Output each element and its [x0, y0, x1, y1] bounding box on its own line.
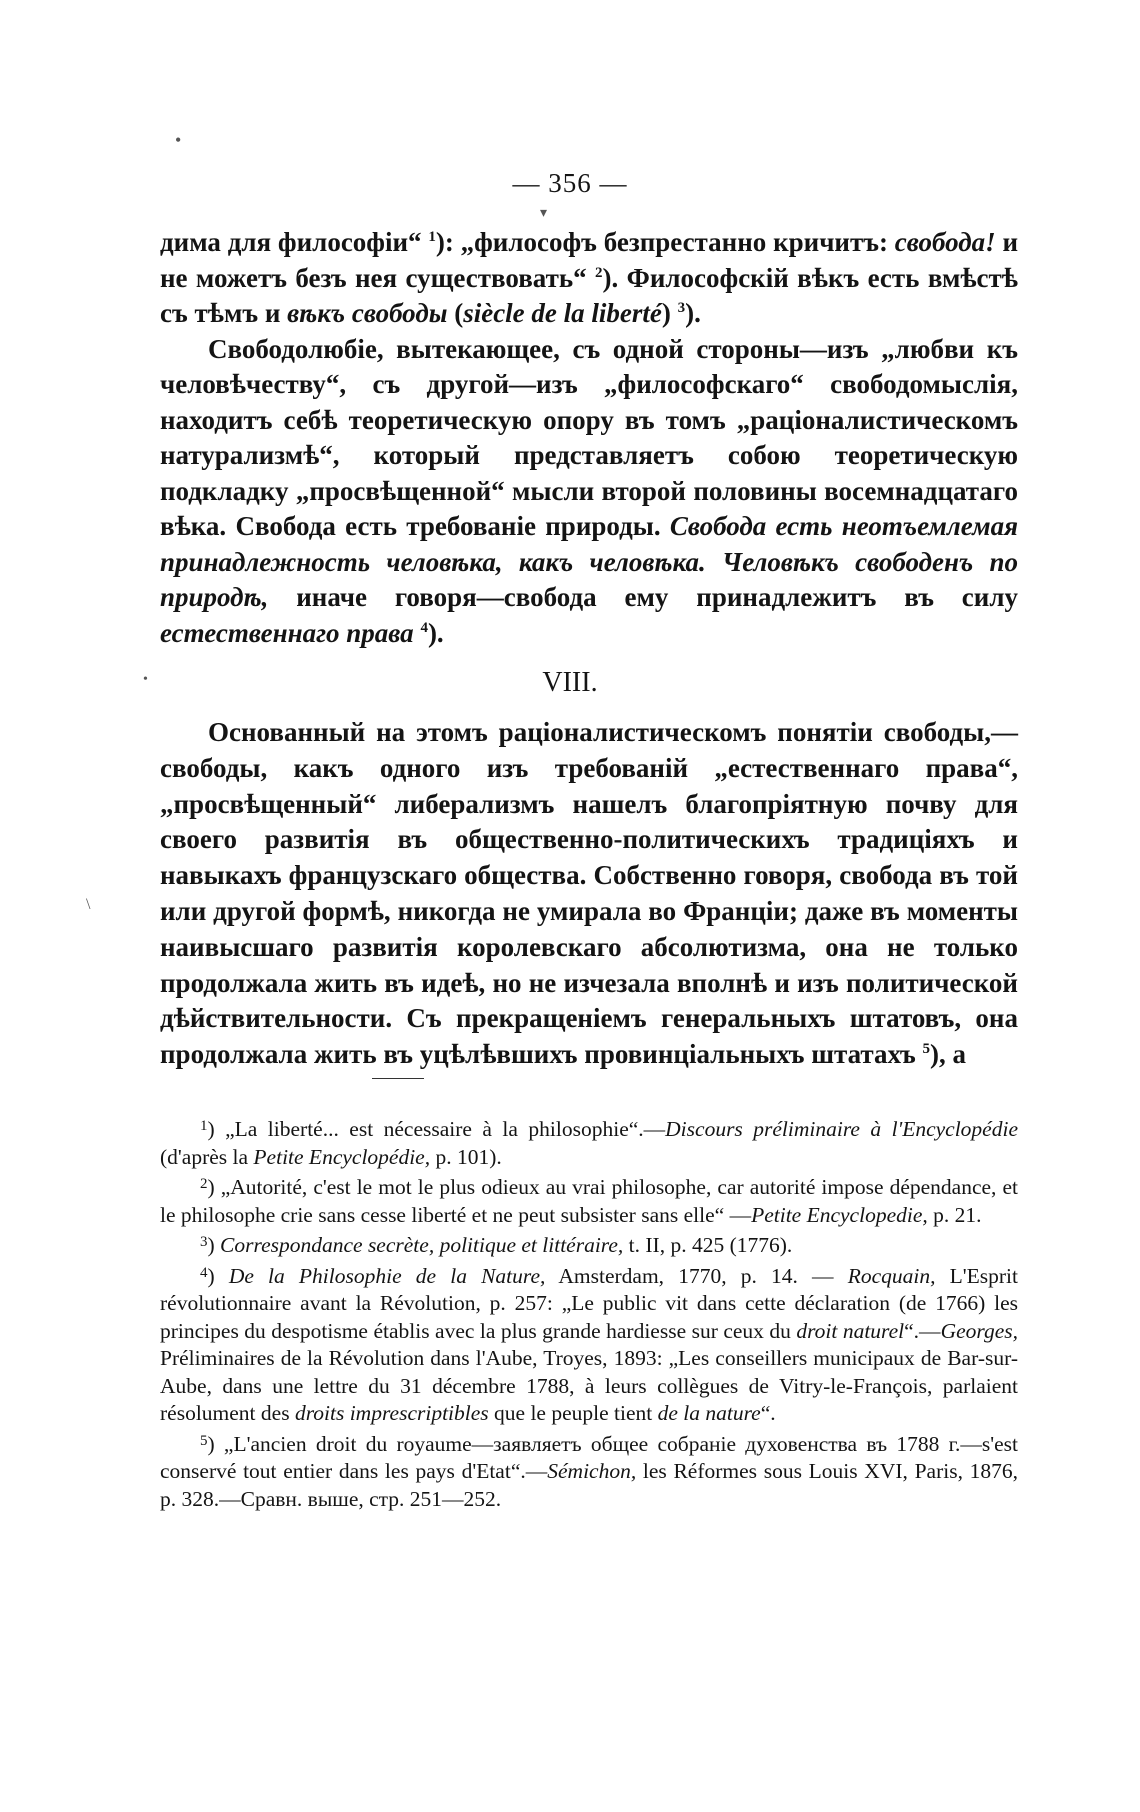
footnote-1: $^1$) „La liberté... est nécessaire à la philosophie“.—Discours préliminaire à l'Encyclopédie (d'après la Petite Encyclopédie, p. 101). — [160, 1117, 1018, 1169]
footnote-5: $^5$) „L'ancien droit du royaume—заявляетъ общее собраніе духовенства въ 1788 г.—s'est conservé tout entier dans les pays d'Etat“.—Sémichon, les Réformes sous Louis XVI, Paris, 1876, p. 328.—Сравн. выше, стр. 251—252. — [160, 1431, 1018, 1511]
footnote-3: $^3$) Correspondance secrète, politique et littéraire, t. II, p. 425 (1776). — [200, 1233, 793, 1257]
footnote-ref[interactable]: 5 — [922, 1041, 930, 1058]
footnotes — [160, 1113, 1018, 1513]
footnote-ref[interactable]: 3 — [677, 300, 686, 316]
footnote-ref[interactable]: 1 — [428, 229, 436, 245]
footnote-2: $^2$) „Autorité, c'est le mot le plus odieux au vrai philosophe, car autorité impose dépendance, et le philosophe crie sans cesse liberté et ne peut subsister sans elle“ —Petite Encyclopedie, p. 21. — [160, 1175, 1018, 1227]
scan-speck: ▾ — [540, 206, 548, 221]
paragraph: Основанный на этомъ раціоналистическомъ понятіи свободы,—свободы, какъ одного изъ требованій „естественнаго права“, „просвѣщенный“ либерализмъ нашелъ благопріятную почву для своего развитія въ общественно-политическихъ традиціяхъ и навыкахъ французскаго общества. Собственно говоря, свобода въ той или другой формѣ, никогда не умирала во Франціи; даже въ моменты наивысшаго развитія королевскаго абсолютизма, она не только продолжала жить въ идеѣ, но не изчезала вполнѣ и изъ политической дѣйствительности. Съ прекращеніемъ генеральныхъ штатовъ, она продолжала жить въ уцѣлѣвшихъ провинціальныхъ штатахъ $^5$), а — [160, 717, 1018, 1070]
paragraph: дима для философіи“ $^1$): „философъ безпрестанно кричитъ: свобода! и не можетъ безъ нея существовать“ $^2$). Философскій вѣкъ есть вмѣстѣ съ тѣмъ и вѣкъ свободы (siècle de la liberté) $^3$). — [160, 227, 1018, 328]
footnote-ref[interactable]: 4 — [420, 619, 428, 636]
scan-speck: • — [175, 130, 182, 150]
body-text-section — [160, 715, 1018, 1073]
body-text-top — [160, 225, 1018, 651]
scan-speck: \ — [86, 896, 91, 913]
section-heading: VIII. — [542, 667, 598, 698]
paragraph: Свободолюбіе, вытекающее, съ одной стороны—изъ „любви къ человѣчеству“, съ другой—изъ „философскаго“ свободомыслія, находитъ себѣ теоретическую опору въ томъ „раціоналистическомъ натурализмѣ“, который представляетъ собою теоретическую подкладку „просвѣщенной“ мысли второй половины восемнадцатаго вѣка. Свобода есть требованіе природы. Свобода есть неотъемлемая принадлежность человѣка, какъ человѣка. Человѣкъ свободенъ по природѣ, иначе говоря—свобода ему принадлежитъ въ силу естественнаго права $^4$). — [160, 333, 1018, 648]
footnote-divider — [372, 1078, 424, 1079]
footnote-4: $^4$) De la Philosophie de la Nature, Amsterdam, 1770, p. 14. — Rocquain, L'Esprit révolutionnaire avant la Révolution, p. 257: „Le public vit dans cette déclaration (de 1766) les principes du despotisme établis avec la plus grande hardiesse sur ceux du droit naturel“.—Georges, Préliminaires de la Révolution dans l'Aube, Troyes, 1893: „Les conseillers municipaux de Bar-sur-Aube, dans une lettre du 31 décembre 1788, à leurs collègues de Vitry-le-François, parlaient résolument des droits imprescriptibles que le peuple tient de la nature“. — [160, 1263, 1018, 1425]
scan-speck: • — [143, 672, 148, 687]
page-number: — 356 — — [512, 168, 628, 198]
footnote-ref[interactable]: 2 — [595, 264, 603, 281]
